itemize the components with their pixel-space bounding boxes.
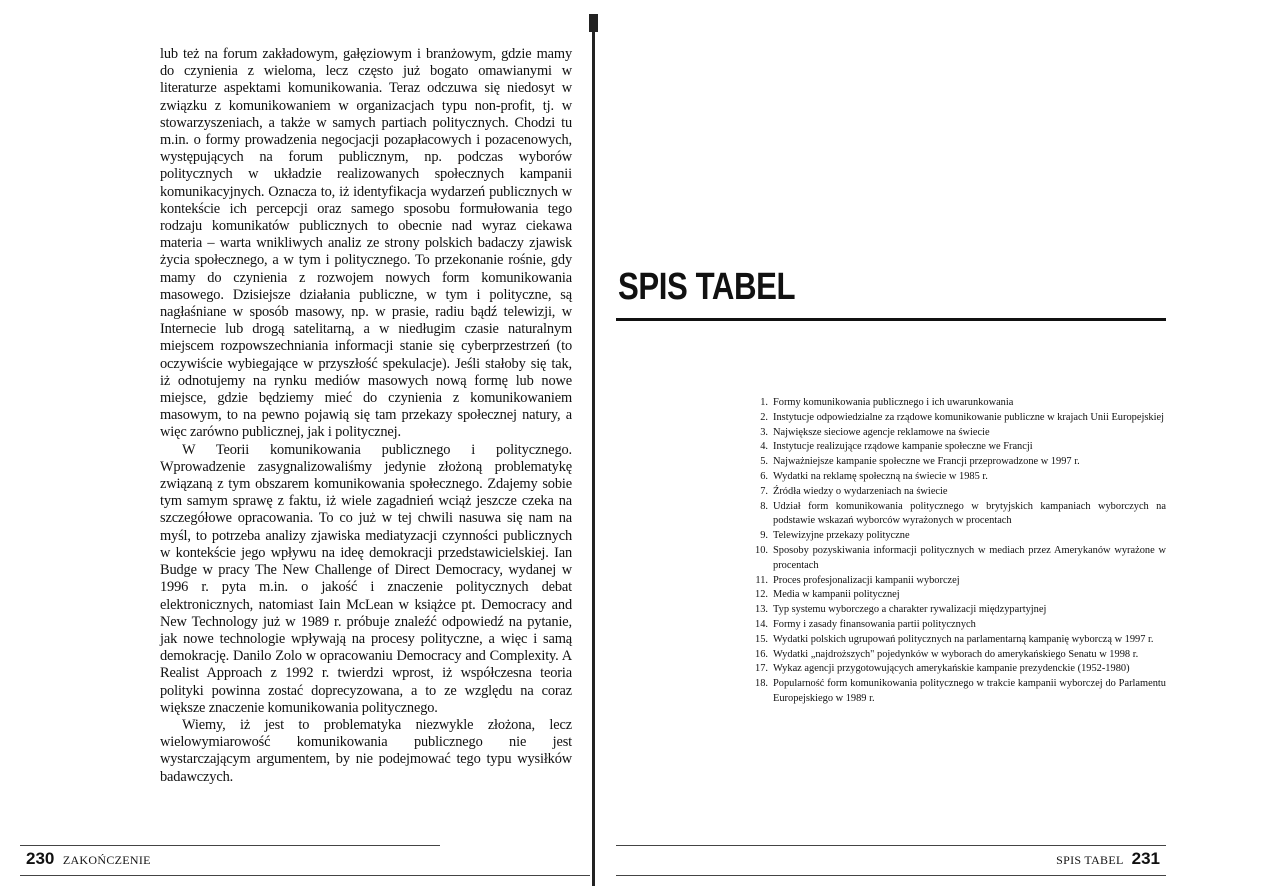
table-list-item	[746, 396, 1166, 411]
table-list-item	[746, 411, 1166, 426]
table-list-item	[746, 648, 1166, 663]
footer-rule-top	[616, 845, 1166, 846]
running-title: ZAKOŃCZENIE	[62, 853, 151, 867]
table-title: Wydatki na reklamę społeczną na świecie w 1985 r.	[773, 470, 988, 482]
table-title: Popularność form komunikowania politycznego w trakcie kampanii wyborczej do Parlamentu Europejskiego w 1989 r.	[773, 678, 1166, 704]
table-title: Wykaz agencji przygotowujących amerykańskie kampanie prezydenckie (1952-1980)	[773, 663, 1130, 675]
table-list-item	[746, 588, 1166, 603]
table-title: Media w kampanii politycznej	[773, 589, 900, 601]
table-title: Instytucje realizujące rządowe kampanie społeczne we Francji	[773, 441, 1033, 453]
page-number: 230	[26, 849, 55, 868]
table-number: 9.	[760, 530, 768, 542]
left-page-footer	[26, 849, 151, 869]
list-of-tables	[746, 396, 1166, 707]
footer-rule-top	[20, 845, 440, 846]
table-list-item	[746, 603, 1166, 618]
table-number: 4.	[760, 441, 768, 453]
table-list-item	[746, 470, 1166, 485]
table-list-item	[746, 544, 1166, 574]
table-number: 10.	[755, 544, 768, 556]
paragraph: lub też na forum zakładowym, gałęziowym i branżowym, gdzie mamy do czynienia z wieloma, lecz często już bogato omawianymi w literaturze aspektami komunikowania. Teraz odczuwa się niedosyt w związku z komunikowaniem w organizacjach typu non-profit, tj. w stowarzyszeniach, a także w samych partiach politycznych. Chodzi tu m.in. o formy prowadzenia negocjacji pozapłacowych i pozacenowych, występujących na forum publicznym, np. podczas wyborów politycznych w układzie realizowanych społecznych kampanii komunikacyjnych. Oznacza to, iż identyfikacja wydarzeń publicznych w kontekście ich percepcji oraz samego sposobu formułowania tego rodzaju komunikatów publicznych to obecnie nad wyraz ciekawa materia – warta wnikliwych analiz ze strony polskich badaczy zjawisk życia społecznego, a w tym i politycznego. To przekonanie rośnie, gdy mamy do czynienia z rozwojem nowych form komunikowania masowego. Dzisiejsze działania publiczne, w tym i polityczne, są nagłaśniane w sposób masowy, np. w prasie, radiu bądź telewizji, w Internecie lub drogą satelitarną, a w niedługim czasie naturalnym miejscem rozpowszechniania informacji stanie się cyberprzestrzeń (to oczywiście wybiegające w przyszłość spekulacje). Jeśli stałoby się tak, iż odnotujemy na rynku mediów masowych nową formę lub nowe miejsce, gdzie będziemy mieć do czynienia z komunikowaniem masowym, to na pewno pojawią się tam przekazy społecznej natury, a więc zarówno publicznej, jak i politycznej.	[160, 46, 572, 441]
table-list-item	[746, 455, 1166, 470]
table-number: 8.	[760, 500, 768, 512]
table-number: 5.	[760, 456, 768, 468]
table-list-item	[746, 574, 1166, 589]
table-title: Typ systemu wyborczego a charakter rywalizacji międzypartyjnej	[773, 604, 1047, 616]
table-number: 3.	[760, 426, 768, 438]
table-number: 16.	[755, 648, 768, 660]
table-title: Wydatki polskich ugrupowań politycznych na parlamentarną kampanię wyborczą w 1997 r.	[773, 633, 1154, 645]
page-heading: SPIS TABEL	[618, 266, 796, 308]
paragraph: Wiemy, iż jest to problematyka niezwykle złożona, lecz wielowymiarowość komunikowania publicznego nie jest wystarczającym argumentem, by nie podejmować tego typu wysiłków badawczych.	[160, 716, 572, 785]
table-list-item	[746, 500, 1166, 530]
table-number: 14.	[755, 618, 768, 630]
running-title: SPIS TABEL	[1056, 853, 1124, 867]
right-page	[598, 0, 1262, 894]
table-title: Telewizyjne przekazy polityczne	[773, 530, 910, 542]
table-number: 2.	[760, 411, 768, 423]
right-page-footer	[1056, 849, 1160, 869]
heading-rule	[616, 318, 1166, 321]
left-page	[0, 0, 596, 894]
table-title: Najważniejsze kampanie społeczne we Francji przeprowadzone w 1997 r.	[773, 456, 1080, 468]
footer-rule-bottom	[616, 875, 1166, 876]
page-number: 231	[1131, 849, 1160, 868]
table-list-item	[746, 426, 1166, 441]
table-list-item	[746, 618, 1166, 633]
table-list-item	[746, 440, 1166, 455]
table-number: 12.	[755, 589, 768, 601]
table-list-item	[746, 677, 1166, 707]
table-number: 11.	[755, 574, 768, 586]
book-spine-mark	[589, 14, 598, 32]
table-list-item	[746, 662, 1166, 677]
table-title: Największe sieciowe agencje reklamowe na świecie	[773, 426, 990, 438]
book-spine-divider	[592, 14, 595, 886]
table-list-item	[746, 633, 1166, 648]
table-number: 6.	[760, 470, 768, 482]
table-number: 13.	[755, 604, 768, 616]
table-title: Źródła wiedzy o wydarzeniach na świecie	[773, 485, 948, 497]
table-title: Sposoby pozyskiwania informacji politycznych w mediach przez Amerykanów wyrażone w procentach	[773, 544, 1166, 571]
table-number: 1.	[760, 397, 768, 408]
table-list-item	[746, 529, 1166, 544]
conclusion-body-text	[160, 46, 572, 786]
table-number: 15.	[755, 633, 768, 645]
table-number: 7.	[760, 485, 768, 497]
table-title: Proces profesjonalizacji kampanii wyborczej	[773, 574, 960, 586]
table-title: Instytucje odpowiedzialne za rządowe komunikowanie publiczne w krajach Unii Europejskiej	[773, 411, 1164, 423]
table-title: Formy komunikowania publicznego i ich uwarunkowania	[773, 397, 1014, 408]
table-list-item	[746, 485, 1166, 500]
table-number: 17.	[755, 663, 768, 675]
table-number: 18.	[755, 678, 768, 690]
table-title: Formy i zasady finansowania partii politycznych	[773, 618, 976, 630]
table-title: Udział form komunikowania politycznego w brytyjskich kampaniach wyborczych na podstawie wskazań wyborców wyrażonych w procentach	[773, 500, 1166, 527]
footer-rule-bottom	[20, 875, 590, 876]
paragraph: W Teorii komunikowania publicznego i politycznego. Wprowadzenie zasygnalizowaliśmy jedynie złożoną problematykę związaną z tym obszarem komunikowania społecznego. Zdajemy sobie tym samym sprawę z faktu, iż wiele zagadnień wciąż jeszcze czeka na szczegółowe opracowania. To co już w tej chwili nasuwa się nam na myśl, to potrzeba analizy zjawiska mediatyzacji czynności publicznych w kontekście jego wpływu na ideę demokracji przedstawicielskiej. Ian Budge w pracy The New Challenge of Direct Democracy, wydanej w 1996 r. pyta m.in. o jakość i znaczenie politycznych debat elektronicznych, natomiast Iain McLean w książce pt. Democracy and New Technology już w 1989 r. próbuje znaleźć odpowiedź na pytanie, jak nowe technologie wpływają na procesy polityczne, a więc i samą demokrację. Danilo Zolo w opracowaniu Democracy and Complexity. A Realist Approach z 1992 r. twierdzi wprost, iż współczesna teoria polityki powinna zostać doprecyzowana, a to ze względu na coraz większe znaczenie komunikowania politycznego.	[160, 441, 572, 716]
table-title: Wydatki „najdroższych" pojedynków w wyborach do amerykańskiego Senatu w 1998 r.	[773, 648, 1139, 660]
